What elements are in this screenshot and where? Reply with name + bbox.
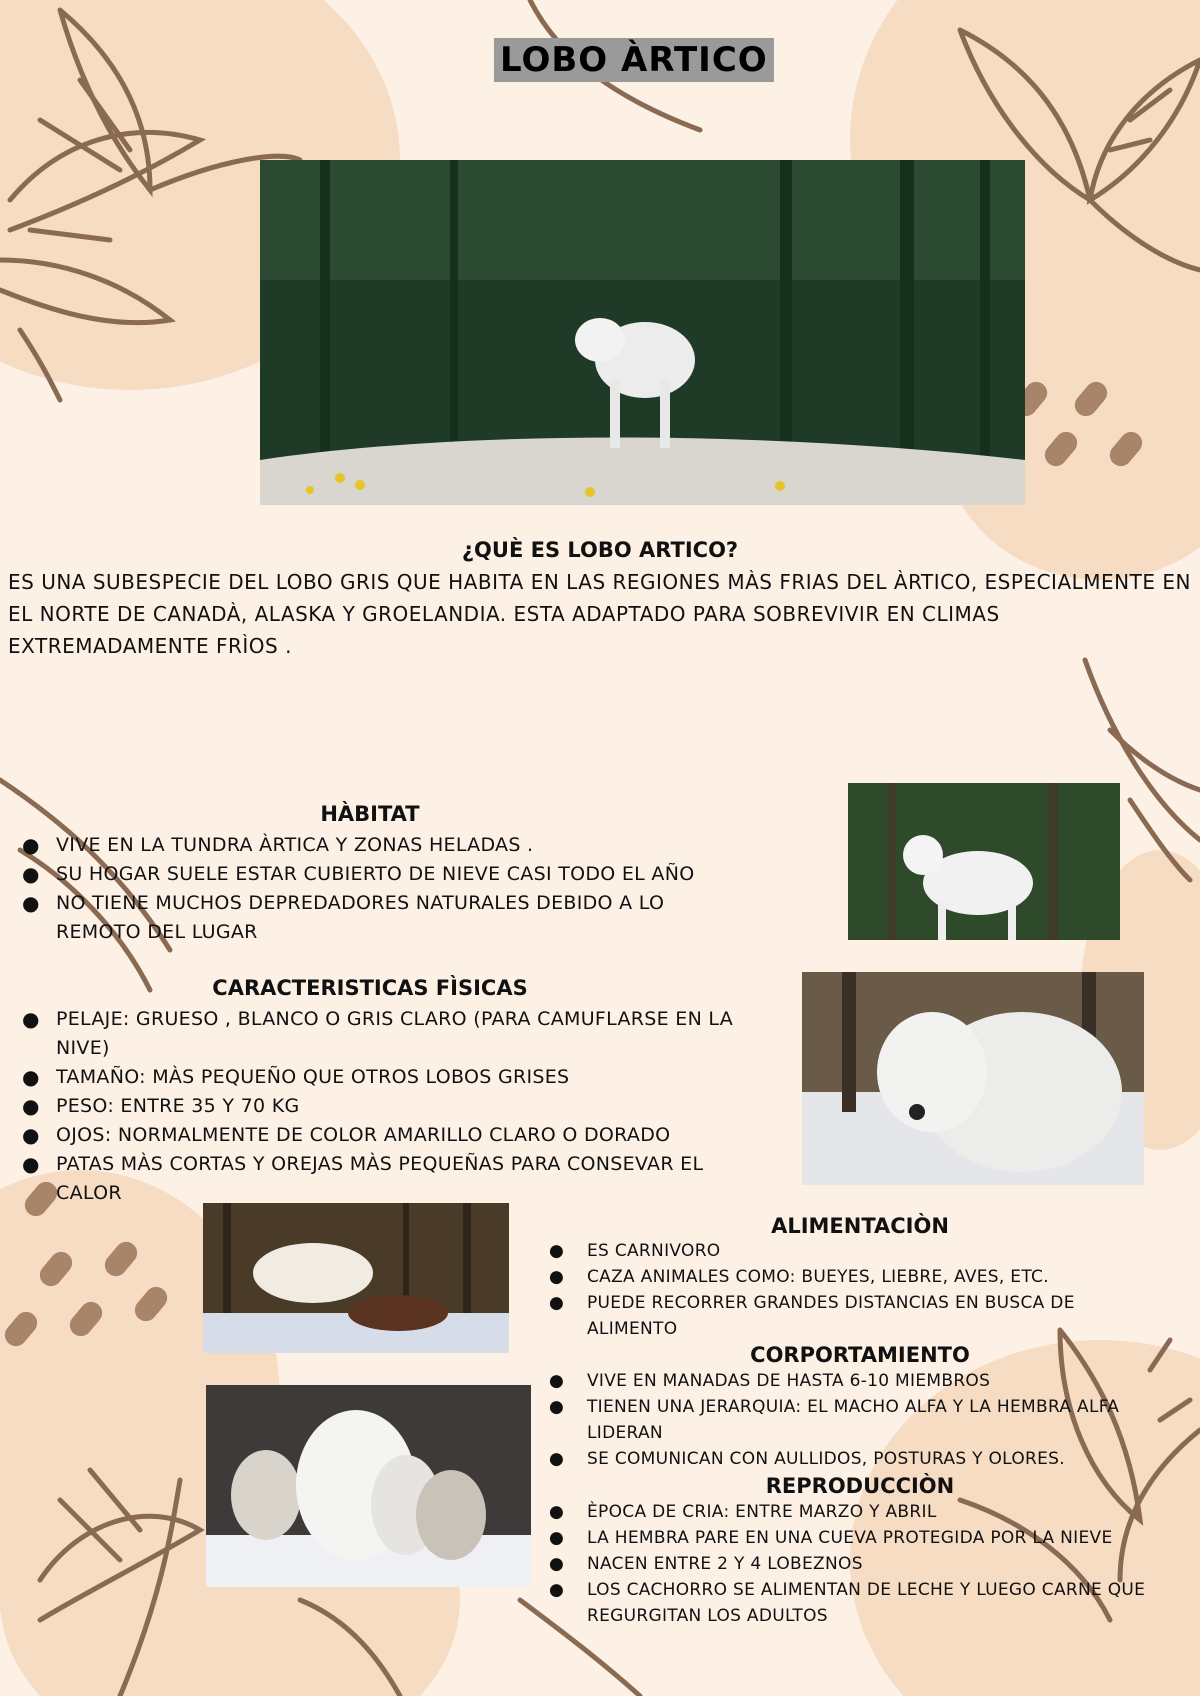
hero-wolf-photo <box>260 160 1025 505</box>
intro-heading: ¿QUÈ ES LOBO ARTICO? <box>461 538 739 562</box>
list-item: ● CAZA ANIMALES COMO: BUEYES, LIEBRE, AVES, ETC. <box>545 1264 1115 1290</box>
habitat-list <box>18 831 748 947</box>
wolf-eating-photo <box>203 1203 509 1353</box>
list-item: ● VIVE EN MANADAS DE HASTA 6-10 MIEMBROS <box>545 1368 1175 1394</box>
list-item: ● PUEDE RECORRER GRANDES DISTANCIAS EN BUSCA DE ALIMENTO <box>545 1290 1115 1342</box>
habitat-heading: HÀBITAT <box>320 802 420 826</box>
list-item: ● OJOS: NORMALMENTE DE COLOR AMARILLO CLARO O DORADO <box>18 1121 748 1150</box>
reproduccion-heading: REPRODUCCIÒN <box>765 1474 955 1498</box>
page-title: LOBO ÀRTICO <box>494 38 774 82</box>
habitat-wolf-photo <box>848 783 1120 940</box>
list-item: ● TIENEN UNA JERARQUIA: EL MACHO ALFA Y LA HEMBRA ALFA LIDERAN <box>545 1394 1175 1446</box>
list-item: ● PESO: ENTRE 35 Y 70 KG <box>18 1092 748 1121</box>
list-item: ● NO TIENE MUCHOS DEPREDADORES NATURALES DEBIDO A LO REMOTO DEL LUGAR <box>18 889 748 947</box>
comportamiento-list <box>545 1368 1175 1472</box>
caracteristicas-list <box>18 1005 748 1208</box>
comportamiento-heading: CORPORTAMIENTO <box>750 1343 970 1367</box>
intro-paragraph: ES UNA SUBESPECIE DEL LOBO GRIS QUE HABITA EN LAS REGIONES MÀS FRIAS DEL ÀRTICO, ESPECIALMENTE EN EL NORTE DE CANADÀ, ALASKA Y GROELANDIA. ESTA ADAPTADO PARA SOBREVIVIR EN CLIMAS EXTREMADAMENTE FRÌOS . <box>8 570 1191 658</box>
alimentacion-heading: ALIMENTACIÒN <box>771 1214 949 1238</box>
list-item: ● ÈPOCA DE CRIA: ENTRE MARZO Y ABRIL <box>545 1499 1175 1525</box>
alimentacion-list <box>545 1238 1115 1342</box>
list-item: ● ES CARNIVORO <box>545 1238 1115 1264</box>
list-item: ● LOS CACHORRO SE ALIMENTAN DE LECHE Y LUEGO CARNE QUE REGURGITAN LOS ADULTOS <box>545 1577 1175 1629</box>
list-item: ● VIVE EN LA TUNDRA ÀRTICA Y ZONAS HELADAS . <box>18 831 748 860</box>
list-item: ● SU HOGAR SUELE ESTAR CUBIERTO DE NIEVE CASI TODO EL AÑO <box>18 860 748 889</box>
wolf-portrait-photo <box>802 972 1144 1185</box>
list-item: ● LA HEMBRA PARE EN UNA CUEVA PROTEGIDA POR LA NIEVE <box>545 1525 1175 1551</box>
caracteristicas-heading: CARACTERISTICAS FÌSICAS <box>212 976 528 1000</box>
wolf-pack-photo <box>206 1385 531 1587</box>
list-item: ● PATAS MÀS CORTAS Y OREJAS MÀS PEQUEÑAS PARA CONSEVAR EL CALOR <box>18 1150 748 1208</box>
reproduccion-list <box>545 1499 1175 1629</box>
list-item: ● SE COMUNICAN CON AULLIDOS, POSTURAS Y OLORES. <box>545 1446 1175 1472</box>
list-item: ● TAMAÑO: MÀS PEQUEÑO QUE OTROS LOBOS GRISES <box>18 1063 748 1092</box>
list-item: ● NACEN ENTRE 2 Y 4 LOBEZNOS <box>545 1551 1175 1577</box>
list-item: ● PELAJE: GRUESO , BLANCO O GRIS CLARO (PARA CAMUFLARSE EN LA NIVE) <box>18 1005 748 1063</box>
